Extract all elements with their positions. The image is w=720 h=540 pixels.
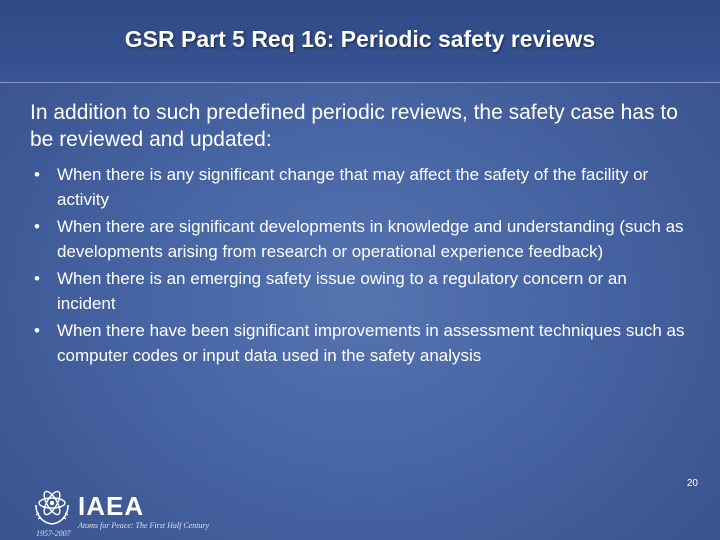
logo-years: 1957-2007	[36, 529, 71, 538]
bullet-icon: •	[34, 165, 40, 184]
iaea-logo	[30, 483, 220, 539]
atom-emblem-icon	[30, 483, 74, 527]
bullet-text: When there have been significant improvements in assessment techniques such as computer codes or input data used in the safety analysis	[57, 321, 685, 365]
bullet-item	[30, 162, 690, 212]
bullet-icon: •	[34, 217, 40, 236]
bullet-text: When there are significant developments in knowledge and understanding (such as developments arising from research or operational experience feedback)	[57, 217, 684, 261]
intro-paragraph: In addition to such predefined periodic reviews, the safety case has to be reviewed and updated:	[30, 101, 678, 151]
bullet-item	[30, 318, 690, 368]
logo-text: IAEA	[78, 491, 145, 521]
bullet-item	[30, 214, 690, 264]
page-number: 20	[686, 478, 698, 489]
bullet-text: When there is an emerging safety issue owing to a regulatory concern or an incident	[57, 269, 627, 313]
bullet-icon: •	[34, 321, 40, 340]
bullet-list	[30, 162, 690, 370]
bullet-item	[30, 266, 690, 316]
bullet-icon: •	[34, 269, 40, 288]
bullet-text: When there is any significant change that may affect the safety of the facility or activity	[57, 165, 649, 209]
title-bar	[0, 0, 720, 83]
slide-title: GSR Part 5 Req 16: Periodic safety reviews	[124, 26, 596, 52]
logo-tagline: Atoms for Peace: The First Half Century	[78, 521, 210, 530]
